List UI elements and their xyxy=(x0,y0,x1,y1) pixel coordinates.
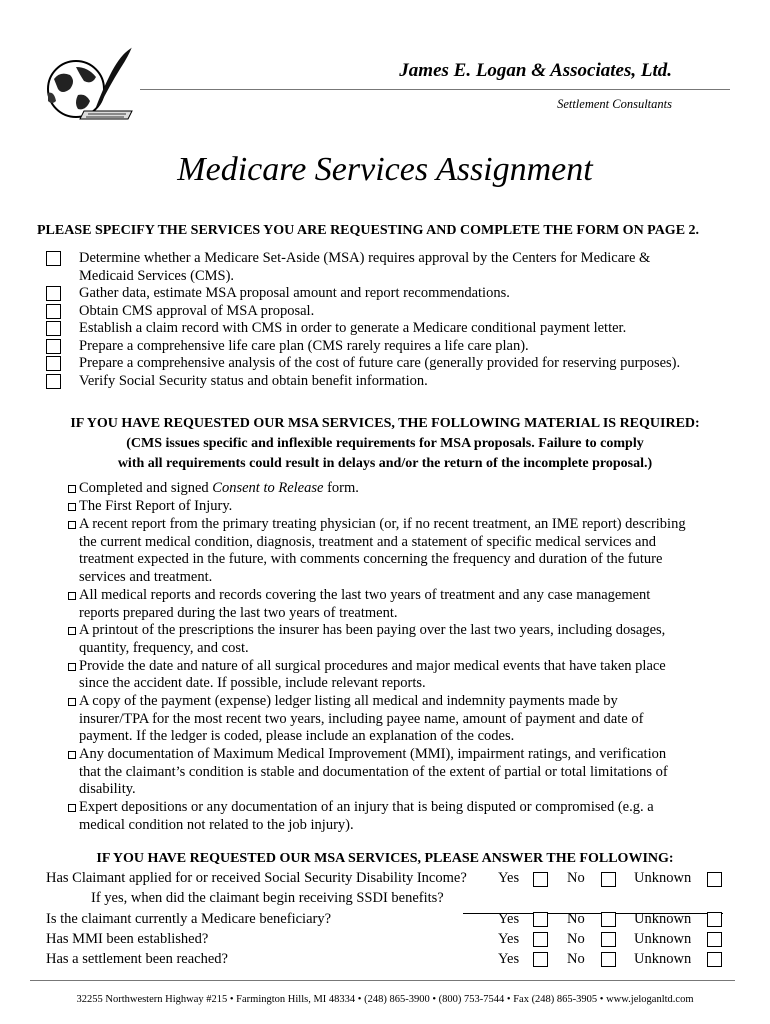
item-text: disability. xyxy=(79,781,136,798)
no-label: No xyxy=(567,911,585,927)
service-label: Determine whether a Medicare Set-Aside (MSA) requires approval by the Centers for Medicare & xyxy=(79,250,651,266)
item-text: payment. If the ledger is coded, please include an explanation of the codes. xyxy=(79,728,515,745)
bullet-box-icon xyxy=(68,503,76,511)
mmi-yes-checkbox[interactable] xyxy=(533,932,548,947)
unknown-label: Unknown xyxy=(634,931,692,947)
unknown-label: Unknown xyxy=(634,911,692,927)
item-text: insurer/TPA for the most recent two years, including payee name, amount of payment and date of xyxy=(79,710,644,727)
settlement-yes-checkbox[interactable] xyxy=(533,952,548,967)
ssdi-no-checkbox[interactable] xyxy=(601,872,616,887)
mmi-unknown-checkbox[interactable] xyxy=(707,932,722,947)
yes-label: Yes xyxy=(498,911,520,927)
item-text: The First Report of Injury. xyxy=(79,498,233,514)
bullet-box-icon xyxy=(68,592,76,600)
service-label: Prepare a comprehensive analysis of the cost of future care (generally provided for reserving purposes). xyxy=(79,355,681,371)
item-text: treatment expected in the future, with comments concerning the frequency and duration of the future xyxy=(79,551,663,568)
required-material-heading: IF YOU HAVE REQUESTED OUR MSA SERVICES, THE FOLLOWING MATERIAL IS REQUIRED: xyxy=(70,416,700,431)
required-note-line-2: with all requirements could result in delays and/or the return of the incomplete proposal.) xyxy=(117,456,653,471)
yes-label: Yes xyxy=(498,931,520,947)
no-label: No xyxy=(567,870,585,886)
question-ssdi: Has Claimant applied for or received Social Security Disability Income? xyxy=(46,870,467,886)
no-label: No xyxy=(567,951,585,967)
service-checkbox[interactable] xyxy=(46,304,61,319)
item-text: form. xyxy=(323,480,359,496)
item-text: medical condition not related to the job injury). xyxy=(79,816,354,833)
required-note-line-1: (CMS issues specific and inflexible requirements for MSA proposals. Failure to comply xyxy=(126,436,644,451)
bullet-box-icon xyxy=(68,663,76,671)
item-text: services and treatment. xyxy=(79,569,213,586)
bullet-box-icon xyxy=(68,751,76,759)
service-checkbox[interactable] xyxy=(46,339,61,354)
no-label: No xyxy=(567,931,585,947)
service-checkbox[interactable] xyxy=(46,356,61,371)
question-medicare: Is the claimant currently a Medicare beneficiary? xyxy=(46,911,332,927)
bullet-box-icon xyxy=(68,804,76,812)
mmi-no-checkbox[interactable] xyxy=(601,932,616,947)
bullet-box-icon xyxy=(68,485,76,493)
company-subtitle: Settlement Consultants xyxy=(557,97,672,111)
service-label: Obtain CMS approval of MSA proposal. xyxy=(79,302,315,319)
item-text: since the accident date. If possible, include relevant reports. xyxy=(79,675,426,692)
consent-to-release-text: Consent to Release xyxy=(212,480,324,496)
yes-label: Yes xyxy=(498,870,520,886)
item-text: the current medical condition, diagnosis, treatment and a statement of specific medical services and xyxy=(79,533,656,550)
item-text: Completed and signed xyxy=(79,480,213,496)
footer-rule xyxy=(30,980,735,981)
item-text: Expert depositions or any documentation of an injury that is being disputed or compromised (e.g. a xyxy=(79,799,654,815)
services-heading: PLEASE SPECIFY THE SERVICES YOU ARE REQUESTING AND COMPLETE THE FORM ON PAGE 2. xyxy=(37,223,700,238)
header-rule xyxy=(140,89,730,90)
question-ssdi-date: If yes, when did the claimant begin receiving SSDI benefits? xyxy=(91,890,444,906)
service-label: Verify Social Security status and obtain benefit information. xyxy=(79,372,428,389)
item-text: reports prepared during the last two years of treatment. xyxy=(79,604,398,621)
item-text: Any documentation of Maximum Medical Improvement (MMI), impairment ratings, and verification xyxy=(79,746,667,762)
unknown-label: Unknown xyxy=(634,951,692,967)
service-label: Prepare a comprehensive life care plan (CMS rarely requires a life care plan). xyxy=(79,337,529,354)
company-name: James E. Logan & Associates, Ltd. xyxy=(399,60,672,81)
bullet-box-icon xyxy=(68,627,76,635)
medicare-no-checkbox[interactable] xyxy=(601,912,616,927)
company-logo xyxy=(40,45,135,125)
settlement-no-checkbox[interactable] xyxy=(601,952,616,967)
service-label: Gather data, estimate MSA proposal amount and report recommendations. xyxy=(79,285,510,301)
service-checkbox[interactable] xyxy=(46,251,61,266)
item-text: A copy of the payment (expense) ledger listing all medical and indemnity payments made by xyxy=(79,693,618,709)
settlement-unknown-checkbox[interactable] xyxy=(707,952,722,967)
service-checkbox[interactable] xyxy=(46,286,61,301)
item-text: All medical reports and records covering the last two years of treatment and any case management xyxy=(79,587,651,603)
service-label: Establish a claim record with CMS in order to generate a Medicare conditional payment letter. xyxy=(79,320,627,336)
footer-contact: 32255 Northwestern Highway #215 • Farmington Hills, MI 48334 • (248) 865-3900 • (800) 753-7544 • Fax (248) 865-3905 • www.jeloganltd.com xyxy=(76,994,694,1005)
service-checkbox[interactable] xyxy=(46,374,61,389)
service-label-cont: Medicaid Services (CMS). xyxy=(79,267,235,284)
questions-heading: IF YOU HAVE REQUESTED OUR MSA SERVICES, PLEASE ANSWER THE FOLLOWING: xyxy=(96,851,674,866)
medicare-unknown-checkbox[interactable] xyxy=(707,912,722,927)
item-text: A recent report from the primary treating physician (or, if no recent treatment, an IME report) describing xyxy=(79,516,686,532)
bullet-box-icon xyxy=(68,521,76,529)
question-mmi: Has MMI been established? xyxy=(46,931,209,947)
unknown-label: Unknown xyxy=(634,870,692,886)
question-settlement: Has a settlement been reached? xyxy=(46,951,228,967)
medicare-yes-checkbox[interactable] xyxy=(533,912,548,927)
yes-label: Yes xyxy=(498,951,520,967)
service-checkbox[interactable] xyxy=(46,321,61,336)
item-text: Provide the date and nature of all surgical procedures and major medical events that have taken place xyxy=(79,657,666,674)
item-text: that the claimant’s condition is stable and documentation of the extent of partial or total limitations of xyxy=(79,763,668,780)
ssdi-unknown-checkbox[interactable] xyxy=(707,872,722,887)
item-text: quantity, frequency, and cost. xyxy=(79,639,249,656)
ssdi-yes-checkbox[interactable] xyxy=(533,872,548,887)
item-text: A printout of the prescriptions the insurer has been paying over the last two years, including dosages, xyxy=(79,622,666,638)
bullet-box-icon xyxy=(68,698,76,706)
page-title: Medicare Services Assignment xyxy=(177,151,593,188)
